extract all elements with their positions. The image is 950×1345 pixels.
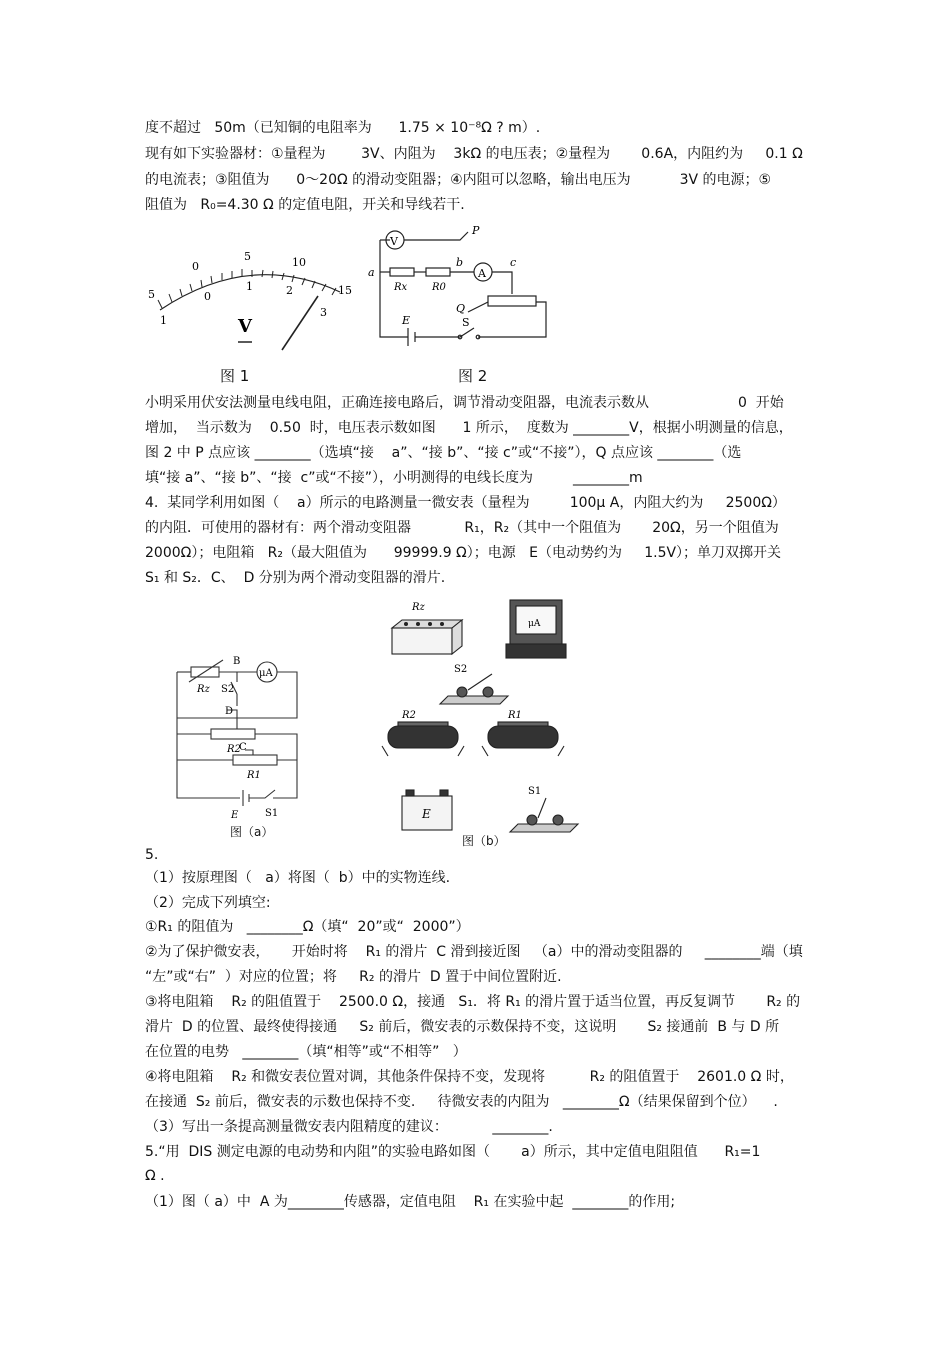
figb-ua-label: μA: [528, 619, 541, 629]
meter-tick-upper-3: 10: [292, 256, 306, 269]
meter-tick-lower-2: 1: [246, 280, 253, 293]
text-line-25: 5.“用 DIS 测定电源的电动势和内阻”的实验电路如图（ a）所示，其中定值电阻阻值 R₁=1: [145, 1144, 761, 1160]
text-line-20: 滑片 D 的位置、最终使得接通 S₂ 前后，微安表的示数保持不变，这说明 S₂ 接通前 B 与 D 所: [145, 1019, 780, 1035]
text-line-24: （3）写出一条提高测量微安表内阻精度的建议： ________.: [145, 1119, 553, 1135]
figb-e-label: E: [422, 807, 431, 821]
figb-r1-label: R1: [508, 710, 522, 721]
text-line-27: （1）图（ a）中 A 为________传感器，定值电阻 R₁ 在实验中起 ________的作用;: [145, 1194, 676, 1210]
figure-1-caption: 图 1: [220, 367, 250, 385]
figb-rz-label: Rz: [412, 602, 425, 613]
text-line-16: ①R₁ 的阻值为 ________Ω（填“ 20”或“ 2000”）: [145, 919, 470, 935]
text-line-1: 度不超过 50m（已知铜的电阻率为 1.75 × 10⁻⁸Ω ? m）.: [145, 120, 541, 136]
meter-tick-lower-4: 3: [320, 306, 327, 319]
figure-2-caption: 图 2: [458, 367, 488, 385]
meter-tick-lower-3: 2: [286, 284, 293, 297]
figa-r2-label: R2: [227, 744, 241, 755]
figa-s1-label: S1: [265, 808, 279, 819]
figb-s1-label: S1: [528, 786, 542, 797]
text-line-2: 现有如下实验器材：①量程为 3V、内阻为 3kΩ 的电压表；②量程为 0.6A，内阻约为 0.1 Ω: [145, 146, 803, 162]
figa-ua-label: μA: [259, 668, 273, 679]
text-line-6: 增加， 当示数为 0.50 时，电压表示数如图 1 所示， 度数为 ________V，根据小明测量的信息，: [145, 420, 793, 436]
fig2-rx-label: Rx: [394, 282, 408, 293]
figb-r2-label: R2: [402, 710, 416, 721]
text-line-17: ②为了保护微安表， 开始时将 R₁ 的滑片 C 滑到接近图 （a）中的滑动变阻器的 ________端（填: [145, 944, 803, 960]
text-line-5: 小明采用伏安法测量电线电阻，正确连接电路后，调节滑动变阻器，电流表示数从 0 开始: [145, 395, 784, 411]
meter-tick-upper-4: 15: [338, 284, 352, 297]
figure-a-circuit: [165, 650, 315, 845]
figure-a-caption: 图（a）: [230, 825, 274, 839]
figa-c-label: C: [239, 742, 247, 753]
text-line-8: 填“接 a”、“接 b”、“接 c”或“不接”），小明测得的电线长度为 ________m: [145, 470, 643, 486]
text-line-14: （1）按原理图（ a）将图（ b）中的实物连线.: [145, 870, 451, 886]
meter-tick-upper-1: 0: [192, 260, 199, 273]
text-line-9: 4. 某同学利用如图（ a）所示的电路测量一微安表（量程为 100μ A，内阻大约为 2500Ω）: [145, 495, 786, 511]
figa-s2-label: S2: [221, 684, 235, 695]
text-line-7: 图 2 中 P 点应该 ________（选填“接 a”、“接 b”、“接 c”或“不接”），Q 点应该 ________（选: [145, 445, 742, 461]
fig2-ammeter-label: A: [478, 267, 486, 280]
meter-needle: [282, 296, 318, 350]
figure-b-apparatus: [370, 596, 590, 846]
fig2-b-node-label: b: [456, 256, 464, 269]
meter-tick-lower-0: 1: [160, 314, 167, 327]
text-line-4: 阻值为 R₀=4.30 Ω 的定值电阻，开关和导线若干.: [145, 197, 465, 213]
text-line-26: Ω .: [145, 1168, 165, 1184]
fig2-r0-label: R0: [432, 282, 446, 293]
fig2-c-node-label: c: [510, 256, 517, 269]
text-line-13: 5.: [145, 847, 159, 863]
text-line-10: 的内阻．可使用的器材有：两个滑动变阻器 R₁，R₂（其中一个阻值为 20Ω，另一个阻值为: [145, 520, 779, 536]
fig2-q-label: Q: [456, 302, 466, 315]
text-line-18: “左”或“右” ）对应的位置；将 R₂ 的滑片 D 置于中间位置附近.: [145, 969, 562, 985]
meter-symbol: V: [238, 316, 252, 337]
fig2-a-node-label: a: [368, 266, 375, 279]
fig2-s-label: S: [462, 316, 470, 329]
text-line-19: ③将电阻箱 R₂ 的阻值置于 2500.0 Ω，接通 S₁．将 R₁ 的滑片置于适当位置，再反复调节 R₂ 的: [145, 994, 801, 1010]
text-line-15: （2）完成下列填空:: [145, 895, 271, 911]
fig2-e-label: E: [402, 314, 411, 327]
figb-s2-label: S2: [454, 664, 468, 675]
figure-b-caption: 图（b）: [462, 834, 506, 848]
meter-tick-upper-0: 5: [148, 288, 155, 301]
text-line-12: S₁ 和 S₂．C、 D 分别为两个滑动变阻器的滑片.: [145, 570, 446, 586]
figure-1-voltmeter: [140, 240, 360, 355]
text-line-23: 在接通 S₂ 前后，微安表的示数也保持不变. 待微安表的内阻为 ________Ω（结果保留到个位） .: [145, 1094, 778, 1110]
text-line-11: 2000Ω）；电阻箱 R₂（最大阻值为 99999.9 Ω）；电源 E（电动势约为 1.5V）；单刀双掷开关: [145, 545, 782, 561]
text-line-3: 的电流表；③阻值为 0～20Ω 的滑动变阻器；④内阻可以忽略，输出电压为 3V 的电源；⑤: [145, 172, 772, 188]
figure-2-circuit: [360, 222, 560, 352]
meter-tick-lower-1: 0: [204, 290, 211, 303]
figa-d-label: D: [225, 706, 234, 717]
text-line-22: ④将电阻箱 R₂ 和微安表位置对调，其他条件保持不变，发现将 R₂ 的阻值置于 2601.0 Ω 时，: [145, 1069, 794, 1085]
figa-b-label: B: [233, 656, 241, 667]
figa-rz-label: Rz: [197, 684, 210, 695]
fig2-p-label: P: [472, 224, 480, 237]
text-line-21: 在位置的电势 ________（填“相等”或“不相等” ）: [145, 1044, 467, 1060]
meter-tick-upper-2: 5: [244, 250, 251, 263]
figa-r1-label: R1: [247, 770, 261, 781]
figa-e-label: E: [231, 810, 239, 821]
fig2-voltmeter-label: V: [390, 235, 398, 248]
